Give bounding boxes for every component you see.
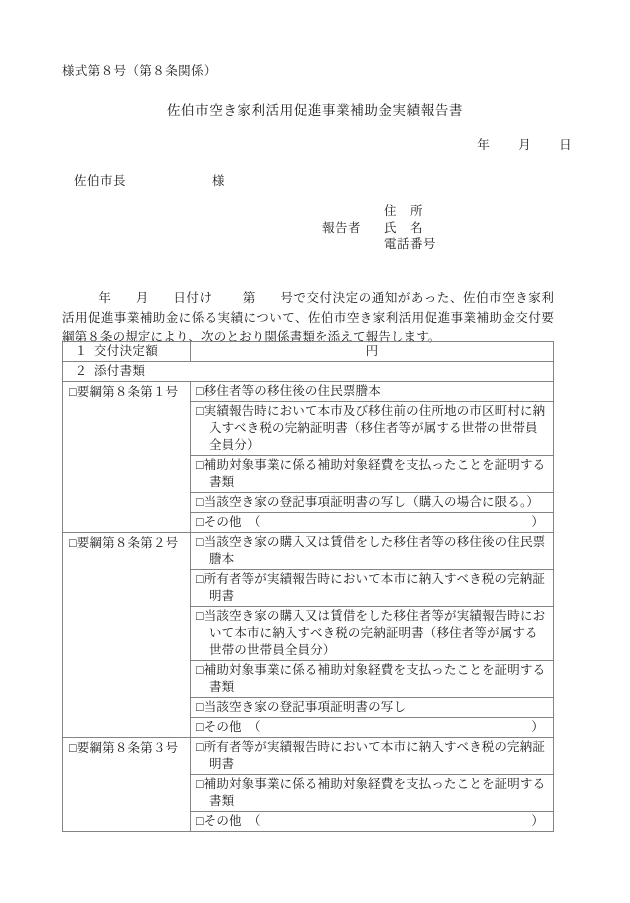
checkbox-item: □補助対象事業に係る補助対象経費を支払ったことを証明する書類 [196,458,546,489]
attachment-form-table [62,341,554,832]
grant-amount-unit: 円 [365,344,379,358]
section-label-cell-3[interactable] [63,738,191,832]
addressee-name: 佐伯市長 [74,174,127,188]
attachments-number: ２ [74,364,88,378]
other-label: □その他 （ [196,515,261,529]
section-2-item-cell-5[interactable] [191,718,554,738]
table-row [63,382,554,402]
table-row-attachments-header [63,362,554,382]
reporter-block [322,203,436,253]
section-2-item-cell-0[interactable] [191,533,554,570]
reporter-address-label: 住 所 [384,204,424,218]
table-row [63,533,554,570]
attachments-header-cell [63,362,554,382]
reporter-name-row [322,220,436,237]
body-issue-prefix: 第 [242,291,256,305]
reporter-label: 報告者 [322,220,362,235]
section-2-label: □要綱第８条第２号 [69,536,179,550]
section-1-item-cell-0[interactable] [191,382,554,402]
checkbox-item: □所有者等が実績報告時において本市に納入すべき税の完納証明書 [196,572,546,603]
table-row [63,738,554,775]
section-3-label: □要綱第８条第３号 [69,741,179,755]
other-label: □その他 （ [196,814,261,828]
checkbox-item: □当該空き家の登記事項証明書の写し [196,700,407,714]
other-paren-close: ） [531,814,544,828]
body-month-label: 月 [135,291,149,305]
section-1-item-cell-3[interactable] [191,493,554,513]
checkbox-item-other [191,513,553,532]
body-text: 号で交付決定の通知があった、佐伯市空き家利活用促進事業補助金に係る実績について、佐伯市空き家利活用促進事業補助金交付要綱第８条の規定により、次のとおり関係書類を添えて報告します。 [62,291,555,344]
reporter-phone-label: 電話番号 [384,237,437,251]
attachments-label: 添付書類 [94,364,146,378]
body-paragraph [62,289,554,348]
checkbox-item: □移住者等の移住後の住民票謄本 [196,384,381,398]
reporter-name-label: 氏 名 [384,220,424,235]
checkbox-item-other [191,812,553,831]
section-3-item-cell-0[interactable] [191,738,554,775]
body-year-label: 年 [98,291,112,305]
reporter-address-row [322,203,436,220]
date-year-label: 年 [477,138,491,152]
section-2-item-cell-4[interactable] [191,698,554,718]
section-label-cell-2[interactable] [63,533,191,738]
other-paren-close: ） [531,720,544,734]
addressee-honorific: 様 [212,174,226,188]
section-label-cell-1[interactable] [63,382,191,533]
form-number: 様式第８号（第８条関係） [62,64,217,78]
section-2-item-cell-3[interactable] [191,661,554,698]
checkbox-item: □実績報告時において本市及び移住前の住所地の市区町村に納入すべき税の完納証明書（移住者等が属する世帯の世帯員全員分） [196,404,546,452]
table-row-grant-amount [63,342,554,362]
section-1-label: □要綱第８条第１号 [69,385,179,399]
date-day-label: 日 [559,138,572,152]
checkbox-item: □補助対象事業に係る補助対象経費を支払ったことを証明する書類 [196,663,546,694]
checkbox-item: □当該空き家の購入又は賃借をした移住者等の移住後の住民票謄本 [196,535,546,566]
grant-amount-value-cell[interactable] [191,342,554,362]
section-2-item-cell-1[interactable] [191,570,554,607]
date-line-top [477,135,572,153]
section-3-item-cell-2[interactable] [191,812,554,832]
checkbox-item: □所有者等が実績報告時において本市に納入すべき税の完納証明書 [196,740,546,771]
checkbox-item: □当該空き家の購入又は賃借をした移住者等が実績報告時において本市に納入すべき税の完納証明書（移住者等が属する世帯の世帯員全員分） [196,609,546,657]
date-month-label: 月 [518,138,532,152]
section-1-item-cell-2[interactable] [191,456,554,493]
grant-amount-number: １ [74,344,88,358]
other-label: □その他 （ [196,720,261,734]
section-2-item-cell-2[interactable] [191,607,554,661]
checkbox-item: □当該空き家の登記事項証明書の写し（購入の場合に限る。） [196,495,540,509]
body-day-label: 日付け [172,291,213,305]
section-3-item-cell-1[interactable] [191,775,554,812]
checkbox-item: □補助対象事業に係る補助対象経費を支払ったことを証明する書類 [196,777,546,808]
addressee [74,171,225,189]
other-paren-close: ） [531,515,544,529]
grant-amount-label-cell [63,342,191,362]
section-1-item-cell-1[interactable] [191,402,554,456]
checkbox-item-other [191,718,553,737]
document-title: 佐伯市空き家利活用促進事業補助金実績報告書 [166,103,464,118]
section-1-item-cell-4[interactable] [191,513,554,533]
grant-amount-label: 交付決定額 [94,344,159,358]
reporter-phone-row [322,236,436,253]
